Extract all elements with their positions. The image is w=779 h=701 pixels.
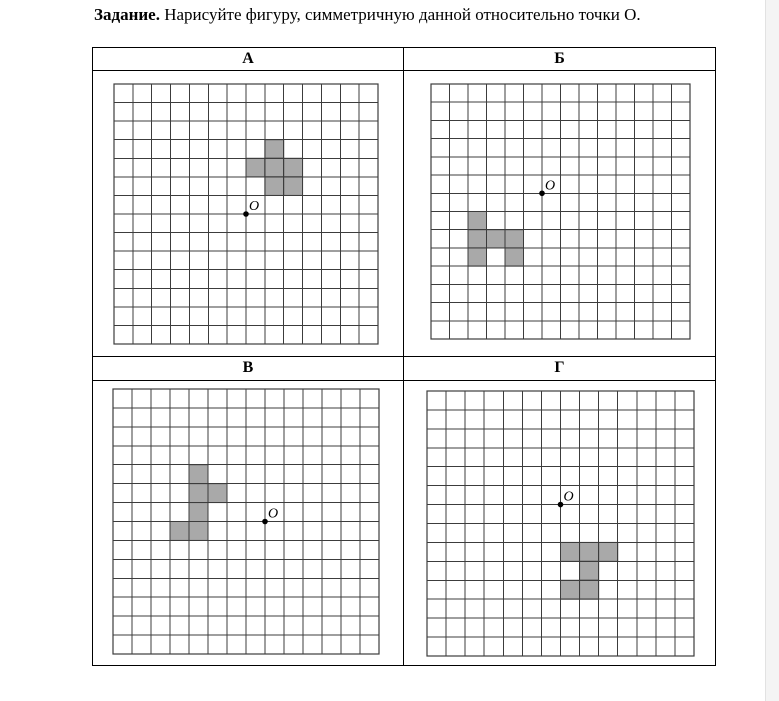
page-edge xyxy=(765,0,779,701)
shaded-cell xyxy=(189,465,208,484)
shaded-cell xyxy=(468,230,487,248)
shaded-cell xyxy=(468,248,487,266)
panel-v-grid xyxy=(113,389,379,654)
shaded-cell xyxy=(505,248,524,266)
shaded-cell xyxy=(284,177,303,196)
point-o-marker xyxy=(539,190,545,196)
table-bottom-border xyxy=(92,665,716,666)
panel-a-grid xyxy=(114,84,378,344)
shaded-cell xyxy=(561,542,580,561)
shaded-cell xyxy=(505,230,524,248)
point-o-label: O xyxy=(249,199,260,214)
panel-a-header: А xyxy=(242,50,254,67)
panel-v-header: В xyxy=(242,359,254,376)
task-label: Задание. xyxy=(94,5,160,24)
point-o-marker xyxy=(243,211,249,217)
shaded-cell xyxy=(580,580,599,599)
shaded-cell xyxy=(246,158,265,177)
task-text: Нарисуйте фигуру, симметричную данной относительно точки О. xyxy=(159,5,641,24)
shaded-cell xyxy=(468,212,487,230)
shaded-cell xyxy=(208,484,227,503)
shaded-cell xyxy=(487,230,506,248)
point-o-label: O xyxy=(545,178,556,194)
shaded-cell xyxy=(189,484,208,503)
point-o-label: O xyxy=(563,489,574,505)
shaded-cell xyxy=(265,177,284,196)
shaded-cell xyxy=(580,561,599,580)
header-v-g-divider xyxy=(92,380,716,381)
shaded-cell xyxy=(170,522,189,541)
header-a-b-divider xyxy=(92,70,716,71)
shaded-cell xyxy=(599,542,618,561)
shaded-cell xyxy=(580,542,599,561)
panel-b-header: Б xyxy=(554,50,565,67)
point-o-label: O xyxy=(268,506,279,522)
table-right-border xyxy=(715,47,716,666)
shaded-cell xyxy=(189,503,208,522)
shaded-cell xyxy=(265,158,284,177)
shaded-cell xyxy=(189,522,208,541)
point-o-marker xyxy=(262,519,268,525)
shaded-cell xyxy=(284,158,303,177)
panel-b-grid xyxy=(431,84,690,339)
task-statement xyxy=(94,4,641,26)
point-o-marker xyxy=(558,502,564,508)
panel-g-header: Г xyxy=(554,359,565,376)
panel-g-grid xyxy=(427,391,694,656)
shaded-cell xyxy=(561,580,580,599)
shaded-cell xyxy=(265,140,284,159)
